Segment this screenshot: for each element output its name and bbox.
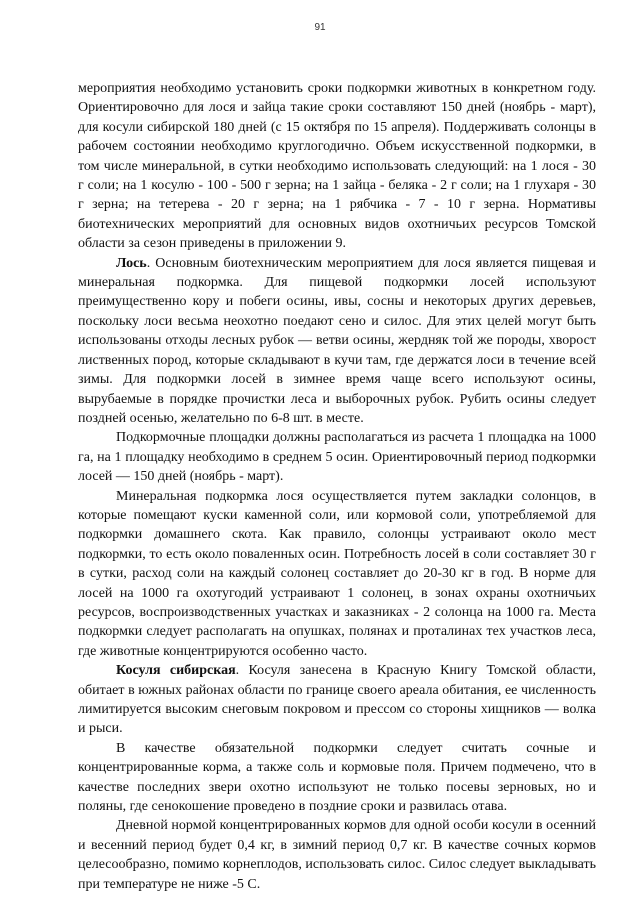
section-lead-moose: Лось [116, 255, 147, 271]
paragraph-feeding-terms [78, 79, 596, 254]
document-body [78, 79, 596, 894]
paragraph-roe-deer [78, 661, 596, 739]
paragraph-mandatory-feeding [78, 739, 596, 817]
paragraph-text: В качестве обязательной подкормки следует считать сочные и концентрированные корма, а также соль и кормовые поля. Причем подмечено, что в качестве последних звери охотно используют не только посевы зерновых, но и поляны, где сенокошение проведено в поздние сроки и развилась отава. [78, 740, 596, 815]
paragraph-moose [78, 254, 596, 429]
paragraph-text: . Основным биотехническим мероприятием для лося является пищевая и минеральная подкормка. Для пищевой подкормки лосей используют преимущественно кору и побеги осины, ивы, сосны и некоторых других деревьев, поскольку лоси весьма неохотно поедают сено и силос. Для этих целей могут быть использованы отходы лесных рубок — ветви осины, жердняк той же породы, хворост лиственных пород, которые складывают в кучи там, где держатся лоси в течение всей зимы. Для подкормки лосей в зимнее время чаще всего используют осины, вырубаемые в порядке прочистки леса и выборочных рубок. Рубить осины следует поздней осенью, желательно по 6-8 шт. в месте. [78, 255, 596, 426]
paragraph-text: Минеральная подкормка лося осуществляется путем закладки солонцов, в которые помещают куски каменной соли, или кормовой соли, употребляемой для подкормки домашнего скота. Как правило, солонцы устраивают около мест подкормки, то есть около поваленных осин. Потребность лосей в соли составляет 30 г в сутки, расход соли на каждый солонец составляет до 20-30 кг в год. В норме для лосей на 1000 га охотугодий устраивают 1 солонец, в зонах охраны охотничьих ресурсов, воспроизводственных участках и заказниках - 2 солонца на 1000 га. Места подкормки следует располагать на опушках, полянах и проталинах тех участков леса, где животные концентрируются особенно часто. [78, 488, 596, 659]
section-lead-roe-deer: Косуля сибирская [116, 663, 236, 679]
paragraph-text: Подкормочные площадки должны располагаться из расчета 1 площадка на 1000 га, на 1 площадку необходимо в среднем 5 осин. Ориентировочный период подкормки лосей — 150 дней (ноябрь - март). [78, 430, 596, 485]
paragraph-text: . Косуля занесена в Красную Книгу Томской области, обитает в южных районах области по границе своего ареала обитания, ее численность лимитируется высоким снеговым покровом и прессом со стороны хищников — волка и рыси. [78, 663, 596, 737]
page-number: 91 [314, 22, 326, 33]
paragraph-mineral-feeding [78, 487, 596, 662]
paragraph-text: мероприятия необходимо установить сроки подкормки животных в конкретном году. Ориентировочно для лося и зайца такие сроки составляют 150 дней (ноябрь - март), для косули сибирской 180 дней (с 15 октября по 15 апреля). Поддерживать солонцы в рабочем состоянии необходимо круглогодично. Объем искусственной подкормки, в том числе минеральной, в сутки необходимо использовать следующий: на 1 лося - 30 г соли; на 1 косулю - 100 - 500 г зерна; на 1 зайца - беляка - 2 г соли; на 1 глухаря - 30 г зерна; на тетерева - 20 г зерна; на 1 рябчика - 7 - 10 г зерна. Нормативы биотехнических мероприятий для основных видов охотничьих ресурсов Томской области за сезон приведены в приложении 9. [78, 81, 596, 252]
paragraph-daily-norm [78, 816, 596, 894]
paragraph-feeding-sites [78, 428, 596, 486]
paragraph-text: Дневной нормой концентрированных кормов для одной особи косули в осенний и весенний период будет 0,4 кг, в зимний период 0,7 кг. В качестве сочных кормов целесообразно, помимо корнеплодов, использовать силос. Силос следует выкладывать при температуре не ниже -5 С. [78, 818, 596, 892]
